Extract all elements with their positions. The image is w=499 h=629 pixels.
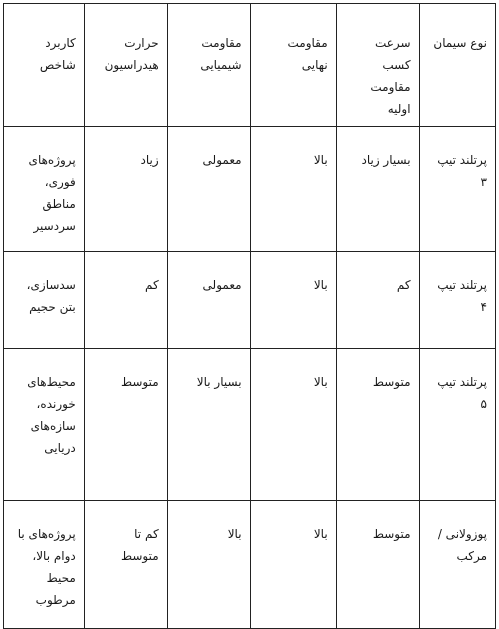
cell-heat-of-hydration: کم (84, 252, 167, 349)
cell-early-strength-rate: متوسط (336, 349, 419, 501)
header-early-strength-rate: سرعت کسب مقاومت اولیه (336, 4, 419, 127)
cell-early-strength-rate: بسیار زیاد (336, 127, 419, 252)
cell-chemical-resistance: بسیار بالا (167, 349, 250, 501)
table-row (4, 252, 496, 349)
cell-final-strength: بالا (250, 252, 336, 349)
cell-typical-use: محیط‌های خورنده، سازه‌های دریایی (4, 349, 85, 501)
cell-cement-type: پرتلند تیپ ۴ (419, 252, 495, 349)
cell-chemical-resistance: معمولی (167, 252, 250, 349)
header-final-strength: مقاومت نهایی (250, 4, 336, 127)
cement-comparison-table (3, 3, 496, 629)
table-row (4, 501, 496, 629)
cell-heat-of-hydration: متوسط (84, 349, 167, 501)
cell-final-strength: بالا (250, 501, 336, 629)
cell-final-strength: بالا (250, 127, 336, 252)
table-row (4, 127, 496, 252)
header-chemical-resistance: مقاومت شیمیایی (167, 4, 250, 127)
header-heat-of-hydration: حرارت هیدراسیون (84, 4, 167, 127)
cell-heat-of-hydration: زیاد (84, 127, 167, 252)
cell-cement-type: پرتلند تیپ ۳ (419, 127, 495, 252)
header-typical-use: کاربرد شاخص (4, 4, 85, 127)
cell-chemical-resistance: بالا (167, 501, 250, 629)
cell-early-strength-rate: متوسط (336, 501, 419, 629)
table-row (4, 349, 496, 501)
cell-typical-use: پروژه‌های فوری، مناطق سردسیر (4, 127, 85, 252)
cell-final-strength: بالا (250, 349, 336, 501)
cell-early-strength-rate: کم (336, 252, 419, 349)
cell-heat-of-hydration: کم تا متوسط (84, 501, 167, 629)
cell-chemical-resistance: معمولی (167, 127, 250, 252)
header-cement-type: نوع سیمان (419, 4, 495, 127)
cell-cement-type: پرتلند تیپ ۵ (419, 349, 495, 501)
cell-cement-type: پوزولانی / مرکب (419, 501, 495, 629)
cell-typical-use: سدسازی، بتن حجیم (4, 252, 85, 349)
table-header-row (4, 4, 496, 127)
cell-typical-use: پروژه‌های با دوام بالا، محیط مرطوب (4, 501, 85, 629)
